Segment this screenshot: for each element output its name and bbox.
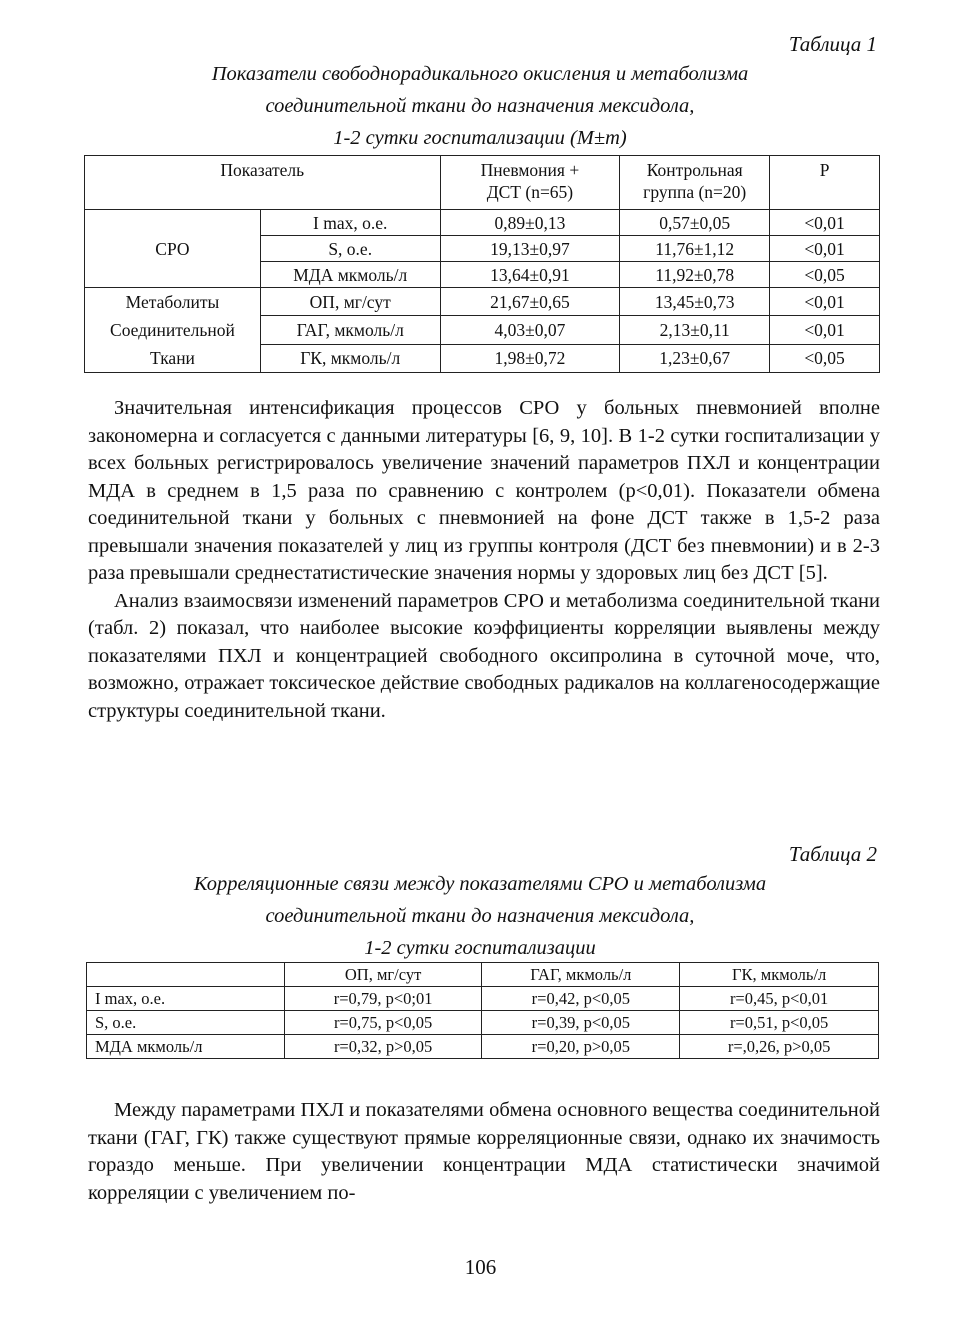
cell-gk: r=0,45, p<0,01 xyxy=(680,987,879,1011)
cell-op: r=0,32, p>0,05 xyxy=(284,1035,482,1059)
header-line: ДСТ (n=65) xyxy=(486,182,574,202)
cell-p: <0,05 xyxy=(770,344,880,372)
cell-param: I max, о.е. xyxy=(260,210,440,236)
table1-header-pneumonia xyxy=(440,156,620,210)
cell-pneumonia: 19,13±0,97 xyxy=(440,236,620,262)
cell-param: ГК, мкмоль/л xyxy=(260,344,440,372)
cell-gag: r=0,42, p<0,05 xyxy=(482,987,680,1011)
table2-caption xyxy=(80,868,880,964)
cell-param: ОП, мг/сут xyxy=(260,288,440,316)
table1-label: Таблица 1 xyxy=(788,32,877,56)
table-row xyxy=(87,987,879,1011)
table2-header-empty xyxy=(87,963,285,987)
table1-group-metabolites xyxy=(85,288,261,373)
cell-op: r=0,75, p<0,05 xyxy=(284,1011,482,1035)
table-row xyxy=(87,1011,879,1035)
table2-header-op: ОП, мг/сут xyxy=(284,963,482,987)
table2 xyxy=(86,962,879,1059)
table2-caption-line: 1-2 сутки госпитализации xyxy=(364,937,596,959)
page-number: 106 xyxy=(464,1255,497,1279)
body-text-block xyxy=(88,1097,880,1207)
table1-caption-line: Показатели свободнорадикального окисления и метаболизма xyxy=(211,63,749,85)
cell-p: <0,01 xyxy=(770,210,880,236)
cell-control: 13,45±0,73 xyxy=(620,288,770,316)
table-row xyxy=(85,210,880,236)
cell-control: 1,23±0,67 xyxy=(620,344,770,372)
cell-pneumonia: 0,89±0,13 xyxy=(440,210,620,236)
cell-control: 11,92±0,78 xyxy=(620,262,770,288)
cell-gk: r=0,51, p<0,05 xyxy=(680,1011,879,1035)
table1-caption xyxy=(80,58,880,154)
body-text-block xyxy=(88,395,880,725)
table2-caption-line: соединительной ткани до назначения мексидола, xyxy=(265,905,695,927)
cell-param: S, о.е. xyxy=(260,236,440,262)
cell-control: 11,76±1,12 xyxy=(620,236,770,262)
cell-gk: r=,0,26, p>0,05 xyxy=(680,1035,879,1059)
table1-group-sro: СРО xyxy=(85,210,261,288)
group-line: Метаболиты xyxy=(125,292,220,312)
cell-gag: r=0,20, p>0,05 xyxy=(482,1035,680,1059)
table1-header-indicator: Показатель xyxy=(85,156,441,210)
table2-caption-line: Корреляционные связи между показателями СРО и метаболизма xyxy=(193,873,767,895)
cell-pneumonia: 4,03±0,07 xyxy=(440,316,620,344)
table1-caption-line: 1-2 сутки госпитализации (M±m) xyxy=(333,127,627,149)
group-line: Соединительной xyxy=(110,320,235,340)
row-label: S, о.е. xyxy=(87,1011,285,1035)
header-line: Пневмония + xyxy=(480,160,580,180)
table1-header-control xyxy=(620,156,770,210)
header-line: группа (n=20) xyxy=(643,182,747,202)
table2-header-gag: ГАГ, мкмоль/л xyxy=(482,963,680,987)
header-line: Контрольная xyxy=(646,160,743,180)
table-row xyxy=(85,288,880,316)
cell-p: <0,01 xyxy=(770,316,880,344)
cell-op: r=0,79, p<0;01 xyxy=(284,987,482,1011)
table2-header-gk: ГК, мкмоль/л xyxy=(680,963,879,987)
cell-control: 2,13±0,11 xyxy=(620,316,770,344)
cell-p: <0,01 xyxy=(770,236,880,262)
table-row xyxy=(87,1035,879,1059)
cell-p: <0,01 xyxy=(770,288,880,316)
table1 xyxy=(84,155,880,373)
cell-pneumonia: 13,64±0,91 xyxy=(440,262,620,288)
cell-param: МДА мкмоль/л xyxy=(260,262,440,288)
cell-pneumonia: 21,67±0,65 xyxy=(440,288,620,316)
cell-p: <0,05 xyxy=(770,262,880,288)
table2-header-row xyxy=(87,963,879,987)
paragraph: Между параметрами ПХЛ и показателями обмена основного вещества соединительной ткани (ГАГ, ГК) также существуют прямые корреляционные связи, однако их значимость гораздо меньше. При увеличении концентрации МДА статистически значимой корреляции с увеличением по- xyxy=(88,1099,880,1204)
cell-pneumonia: 1,98±0,72 xyxy=(440,344,620,372)
cell-gag: r=0,39, p<0,05 xyxy=(482,1011,680,1035)
group-line: Ткани xyxy=(149,348,195,368)
cell-control: 0,57±0,05 xyxy=(620,210,770,236)
paragraph: Анализ взаимосвязи изменений параметров СРО и метаболизма соединительной ткани (табл. 2) показал, что наиболее высокие коэффициенты корреляции выявлены между показателями ПХЛ и концентрацией свободного оксипролина в суточной моче, что, возможно, отражает токсическое действие свободных радикалов на коллагеносодержащие структуры соединительной ткани. xyxy=(88,589,880,722)
paragraph: Значительная интенсификация процессов СРО у больных пневмонией вполне закономерна и согласуется с данными литературы [6, 9, 10]. В 1-2 сутки госпитализации у всех больных регистрировалось увеличение значений параметров ПХЛ и концентрации МДА в среднем в 1,5 раза по сравнению с контролем (p<0,01). Показатели обмена соединительной ткани у больных с пневмонией на фоне ДСТ также в 1,5-2 раза превышали значения показателей у лиц из группы контроля (ДСТ без пневмонии) и в 2-3 раза превышали среднестатистические значения нормы у здоровых лиц без ДСТ [5]. xyxy=(88,397,880,584)
row-label: МДА мкмоль/л xyxy=(87,1035,285,1059)
table1-caption-line: соединительной ткани до назначения мексидола, xyxy=(265,95,695,117)
cell-param: ГАГ, мкмоль/л xyxy=(260,316,440,344)
row-label: I max, о.е. xyxy=(87,987,285,1011)
table1-header-row xyxy=(85,156,880,210)
table1-header-p: Р xyxy=(770,156,880,210)
table2-label: Таблица 2 xyxy=(788,842,877,866)
